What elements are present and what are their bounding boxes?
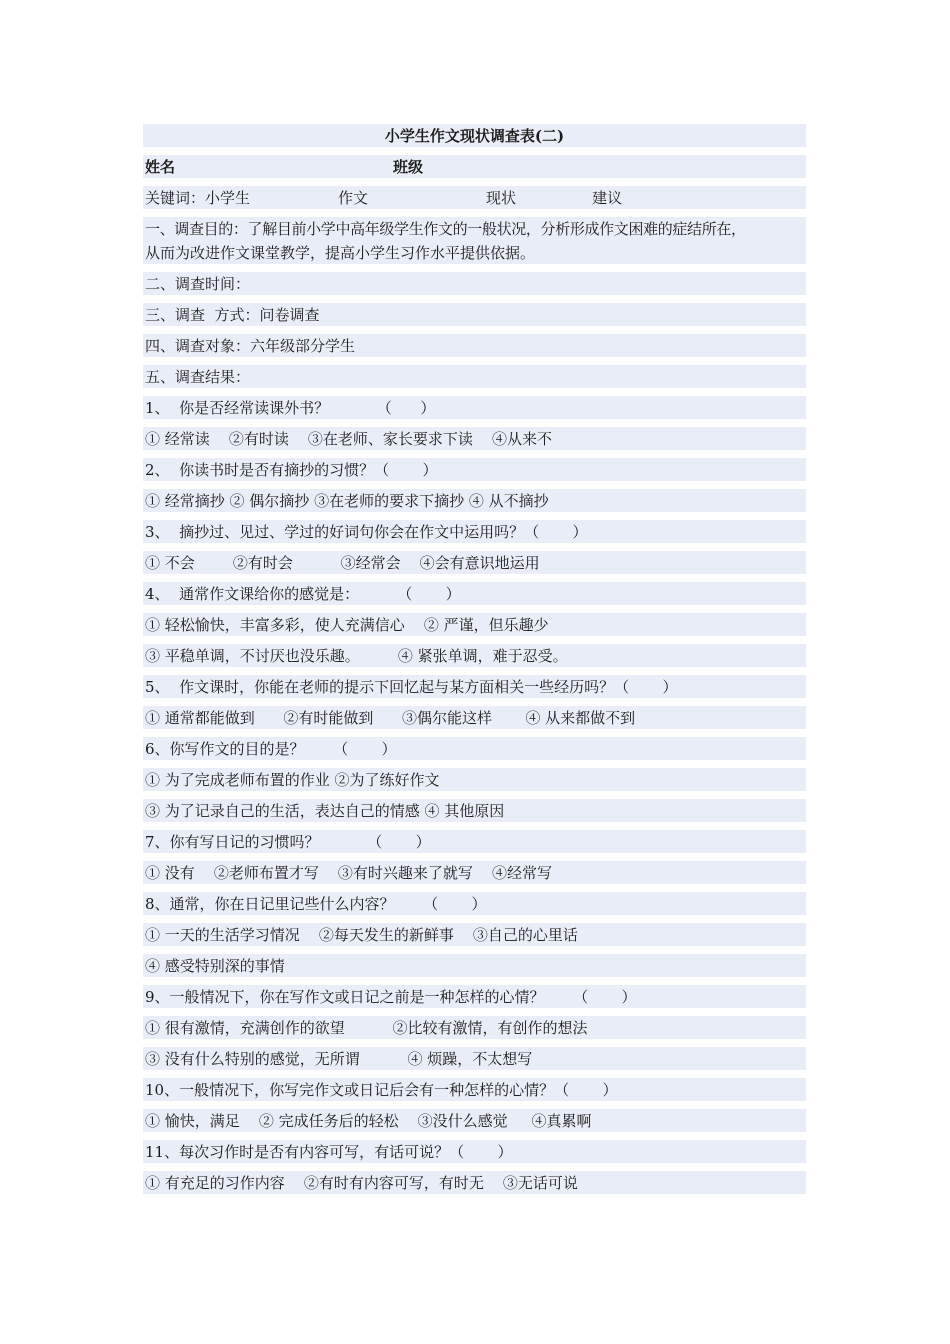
option-line: ① 有充足的习作内容 ②有时有内容可写，有时无 ③无话可说 bbox=[143, 1171, 806, 1194]
survey-document bbox=[143, 124, 806, 1202]
document-title: 小学生作文现状调查表(二) bbox=[143, 124, 806, 147]
option-line: ① 轻松愉快，丰富多彩，使人充满信心 ② 严谨，但乐趣少 bbox=[143, 613, 806, 636]
question-line: 6、你写作文的目的是？ （ ） bbox=[143, 737, 806, 760]
purpose-line-1: 一、调查目的：了解目前小学中高年级学生作文的一般状况，分析形成作文困难的症结所在， bbox=[145, 220, 746, 238]
keyword-2: 作文 bbox=[338, 189, 369, 207]
name-class-row bbox=[143, 155, 806, 178]
option-line: ① 经常读 ②有时读 ③在老师、家长要求下读 ④从来不 bbox=[143, 427, 806, 450]
question-line: 7、你有写日记的习惯吗？ （ ） bbox=[143, 830, 806, 853]
option-line: ① 很有激情，充满创作的欲望 ②比较有激情，有创作的想法 bbox=[143, 1016, 806, 1039]
question-line: 1、 你是否经常读课外书？ （ ） bbox=[143, 396, 806, 419]
name-label: 姓名 bbox=[145, 158, 176, 176]
question-line: 10、一般情况下，你写完作文或日记后会有一种怎样的心情？（ ） bbox=[143, 1078, 806, 1101]
purpose-paragraph bbox=[143, 217, 806, 264]
question-line: 11、每次习作时是否有内容可写，有话可说？（ ） bbox=[143, 1140, 806, 1163]
question-line: 4、 通常作文课给你的感觉是： （ ） bbox=[143, 582, 806, 605]
option-line: ④ 感受特别深的事情 bbox=[143, 954, 806, 977]
option-line: ③ 没有什么特别的感觉，无所谓 ④ 烦躁，不太想写 bbox=[143, 1047, 806, 1070]
option-line: ③ 为了记录自己的生活，表达自己的情感 ④ 其他原因 bbox=[143, 799, 806, 822]
keywords-row bbox=[143, 186, 806, 209]
option-line: ① 没有 ②老师布置才写 ③有时兴趣来了就写 ④经常写 bbox=[143, 861, 806, 884]
question-line: 9、一般情况下，你在写作文或日记之前是一种怎样的心情？ （ ） bbox=[143, 985, 806, 1008]
question-line: 3、 摘抄过、见过、学过的好词句你会在作文中运用吗？（ ） bbox=[143, 520, 806, 543]
question-line: 5、 作文课时，你能在老师的提示下回忆起与某方面相关一些经历吗？（ ） bbox=[143, 675, 806, 698]
option-line: ① 通常都能做到 ②有时能做到 ③偶尔能这样 ④ 从来都做不到 bbox=[143, 706, 806, 729]
option-line: ① 不会 ②有时会 ③经常会 ④会有意识地运用 bbox=[143, 551, 806, 574]
option-line: ① 为了完成老师布置的作业 ②为了练好作文 bbox=[143, 768, 806, 791]
survey-result: 五、调查结果： bbox=[143, 365, 806, 388]
class-label: 班级 bbox=[393, 158, 424, 176]
survey-time: 二、调查时间： bbox=[143, 272, 806, 295]
option-line: ① 经常摘抄 ② 偶尔摘抄 ③在老师的要求下摘抄 ④ 从不摘抄 bbox=[143, 489, 806, 512]
question-line: 8、通常，你在日记里记些什么内容？ （ ） bbox=[143, 892, 806, 915]
option-line: ① 一天的生活学习情况 ②每天发生的新鲜事 ③自己的心里话 bbox=[143, 923, 806, 946]
option-line: ① 愉快，满足 ② 完成任务后的轻松 ③没什么感觉 ④真累啊 bbox=[143, 1109, 806, 1132]
keyword-4: 建议 bbox=[592, 189, 623, 207]
keyword-3: 现状 bbox=[486, 189, 517, 207]
purpose-line-2: 从而为改进作文课堂教学，提高小学生习作水平提供依据。 bbox=[145, 244, 536, 262]
question-line: 2、 你读书时是否有摘抄的习惯？（ ） bbox=[143, 458, 806, 481]
option-line: ③ 平稳单调，不讨厌也没乐趣。 ④ 紧张单调，难于忍受。 bbox=[143, 644, 806, 667]
keywords-label: 关键词： bbox=[145, 189, 206, 207]
survey-target: 四、调查对象：六年级部分学生 bbox=[143, 334, 806, 357]
survey-method: 三、调查 方式：问卷调查 bbox=[143, 303, 806, 326]
keyword-1: 小学生 bbox=[205, 189, 251, 207]
question-list bbox=[143, 396, 806, 1194]
